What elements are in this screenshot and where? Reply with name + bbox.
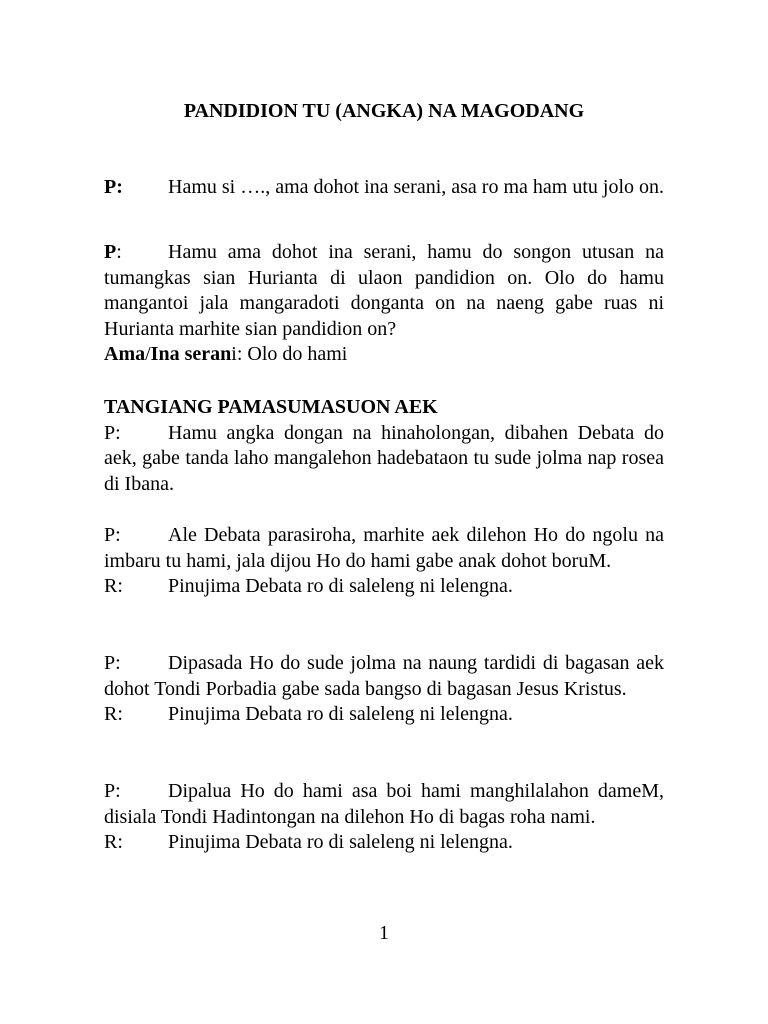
- speaker-label: P:: [104, 421, 121, 444]
- paragraph-1: [104, 175, 664, 201]
- speaker-label: P:: [104, 652, 121, 674]
- response-text: : Olo do hami: [236, 343, 348, 365]
- section-heading: TANGIANG PAMASUMASUON AEK: [104, 396, 438, 418]
- speaker-label: P:: [104, 241, 122, 263]
- paragraph-3-response: [104, 342, 664, 368]
- speaker-label: R:: [104, 575, 123, 597]
- speaker-label: R:: [104, 831, 123, 853]
- paragraph-2: [104, 240, 664, 342]
- respondent-label-b: Ina seran: [150, 343, 232, 365]
- speaker-label: P:: [104, 176, 123, 198]
- prayer-text: Dipalua Ho do hami asa boi hami manghilalahon dameM, disiala Tondi Hadintongan na dilehon Ho di bagas roha nami.: [104, 780, 664, 828]
- prayer-4: [104, 779, 664, 830]
- dialogue-block-question: [104, 240, 664, 368]
- prayer-block-3: [104, 651, 664, 728]
- response-1: [104, 574, 664, 600]
- paragraph-text: Hamu si …., ama dohot ina serani, asa ro ma ham utu jolo on.: [168, 176, 665, 198]
- response-3: [104, 830, 664, 856]
- prayer-text: Hamu angka dongan na hinaholongan, dibahen Debata do aek, gabe tanda laho mangalehon hadebataon tu sude jolma nap rosea di Ibana.: [104, 421, 664, 495]
- speaker-label: R:: [104, 703, 123, 725]
- respondent-label-end: i: [231, 343, 237, 365]
- speaker-label: P:: [104, 780, 121, 802]
- section-heading-block: [104, 395, 664, 497]
- prayer-2: [104, 523, 664, 574]
- response-text: Pinujima Debata ro di saleleng ni lelengna.: [168, 703, 513, 725]
- respondent-separator: /: [145, 343, 151, 365]
- paragraph-text: Hamu ama dohot ina serani, hamu do songon utusan na tumangkas sian Hurianta di ulaon pandidion on. Olo do hamu mangantoi jala mangaradoti donganta on na naeng gabe ruas ni Hurianta marhite sian pandidion on?: [104, 241, 664, 340]
- document-title: PANDIDION TU (ANGKA) NA MAGODANG: [183, 100, 585, 122]
- response-text: Pinujima Debata ro di saleleng ni lelengna.: [168, 831, 513, 853]
- speaker-label: P:: [104, 524, 121, 546]
- prayer-text: Ale Debata parasiroha, marhite aek dilehon Ho do ngolu na imbaru tu hami, jala dijou Ho do hami gabe anak dohot boruM.: [104, 524, 664, 572]
- respondent-label-a: Ama: [104, 343, 146, 365]
- prayer-1: [104, 421, 664, 498]
- prayer-block-2: [104, 523, 664, 600]
- prayer-text: Dipasada Ho do sude jolma na naung tardidi di bagasan aek dohot Tondi Porbadia gabe sada bangso di bagasan Jesus Kristus.: [104, 652, 664, 700]
- response-2: [104, 702, 664, 728]
- dialogue-block-intro: [104, 175, 664, 201]
- response-text: Pinujima Debata ro di saleleng ni lelengna.: [168, 575, 513, 597]
- page-number: 1: [379, 922, 389, 944]
- prayer-3: [104, 651, 664, 702]
- prayer-block-4: [104, 779, 664, 856]
